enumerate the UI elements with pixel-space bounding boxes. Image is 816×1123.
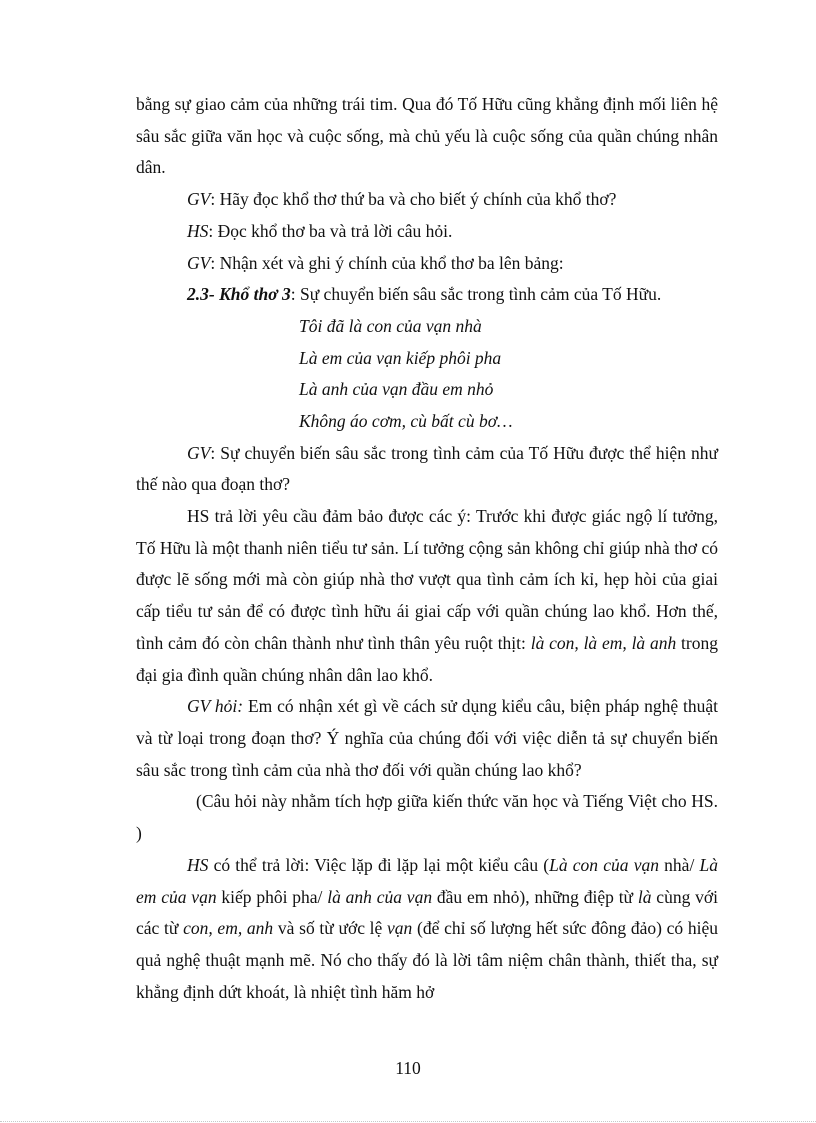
paragraph-text: và số từ ước lệ	[273, 918, 388, 939]
paragraph-text: : Nhận xét và ghi ý chính của khổ thơ ba lên bảng:	[210, 252, 564, 273]
paragraph-text: trong đại gia đình quần chúng nhân dân lao khổ.	[136, 632, 718, 685]
paragraph-text: nhà/	[658, 854, 700, 875]
paragraph-note: (Câu hỏi này nhằm tích hợp giữa kiến thức văn học và Tiếng Việt cho HS. )	[136, 791, 718, 844]
paragraph-hs-answer	[136, 216, 718, 248]
paragraph-text: đầu em nhỏ), những điệp từ	[432, 886, 638, 907]
page-bottom-border	[0, 1121, 816, 1122]
speaker-label: HS	[187, 854, 209, 875]
poem-line: Là anh của vạn đầu em nhỏ	[299, 379, 494, 400]
speaker-label: GV	[187, 252, 211, 273]
paragraph-text: : Đọc khổ thơ ba và trả lời câu hỏi.	[208, 220, 453, 241]
italic-phrase: con, em, anh	[183, 918, 274, 939]
italic-phrase: là	[637, 886, 652, 907]
paragraph-hs-answer-2	[136, 850, 718, 1009]
paragraph-text: : Hãy đọc khổ thơ thứ ba và cho biết ý chính của khổ thơ?	[210, 189, 617, 210]
italic-phrase: là anh của vạn	[327, 886, 433, 907]
section-heading-text: : Sự chuyển biến sâu sắc trong tình cảm của Tố Hữu.	[290, 284, 662, 305]
italic-phrase: Là con của vạn	[549, 854, 659, 875]
body-text	[136, 89, 718, 1008]
poem-line: Là em của vạn kiếp phôi pha	[299, 347, 502, 368]
page-number: 110	[395, 1058, 421, 1078]
poem-line: Tôi đã là con của vạn nhà	[299, 315, 482, 336]
paragraph-gv-note	[136, 248, 718, 280]
section-heading-label: 2.3- Khổ thơ 3	[187, 284, 291, 305]
paragraph-gv-question	[136, 184, 718, 216]
poem-stanza	[136, 311, 718, 438]
poem-line: Không áo cơm, cù bất cù bơ…	[299, 410, 513, 431]
speaker-label: GV hỏi:	[187, 696, 244, 717]
paragraph-hs-response	[136, 501, 718, 691]
speaker-label: GV	[187, 189, 211, 210]
paragraph-1: bằng sự giao cảm của những trái tim. Qua đó Tố Hữu cũng khẳng định mối liên hệ sâu sắc giữa văn học và cuộc sống, mà chủ yếu là cuộc sống của quần chúng nhân dân.	[136, 94, 718, 178]
paragraph-gv-ask	[136, 691, 718, 786]
speaker-label: GV	[187, 442, 211, 463]
paragraph-text: Em có nhận xét gì về cách sử dụng kiểu câu, biện pháp nghệ thuật và từ loại trong đoạn thơ? Ý nghĩa của chúng đối với việc diễn tả sự chuyển biến sâu sắc trong tình cảm của nhà thơ đối với quần chúng lao khổ?	[136, 696, 719, 780]
paragraph-text: HS trả lời yêu cầu đảm bảo được các ý: Trước khi được giác ngộ lí tưởng, Tố Hữu là một thanh niên tiểu tư sản. Lí tưởng cộng sản không chỉ giúp nhà thơ có được lẽ sống mới mà còn giúp nhà thơ vượt qua tình cảm ích kỉ, hẹp hòi của giai cấp tiểu tư sản để có được tình hữu ái giai cấp với quần chúng lao khổ. Hơn thế, tình cảm đó còn chân thành như tình thân yêu ruột thịt:	[136, 506, 718, 653]
italic-phrase: vạn	[387, 918, 413, 939]
italic-phrase: Là em của vạn	[136, 854, 718, 907]
paragraph-text: kiếp phôi pha/	[216, 886, 328, 907]
paragraph-gv-question-2	[136, 438, 718, 501]
speaker-label: HS	[187, 220, 209, 241]
paragraph-text: cùng với các từ	[136, 886, 718, 939]
italic-phrase: là con, là em, là anh	[530, 632, 677, 653]
paragraph-text: có thể trả lời: Việc lặp đi lặp lại một kiểu câu (	[208, 854, 550, 875]
paragraph-text: (để chỉ số lượng hết sức đông đảo) có hiệu quả nghệ thuật mạnh mẽ. Nó cho thấy đó là lời tâm niệm chân thành, thiết tha, sự khẳng định dứt khoát, là nhiệt tình hăm hở	[136, 918, 718, 1002]
section-heading	[136, 279, 718, 311]
paragraph-text: : Sự chuyển biến sâu sắc trong tình cảm của Tố Hữu được thể hiện như thế nào qua đoạn thơ?	[136, 442, 718, 495]
